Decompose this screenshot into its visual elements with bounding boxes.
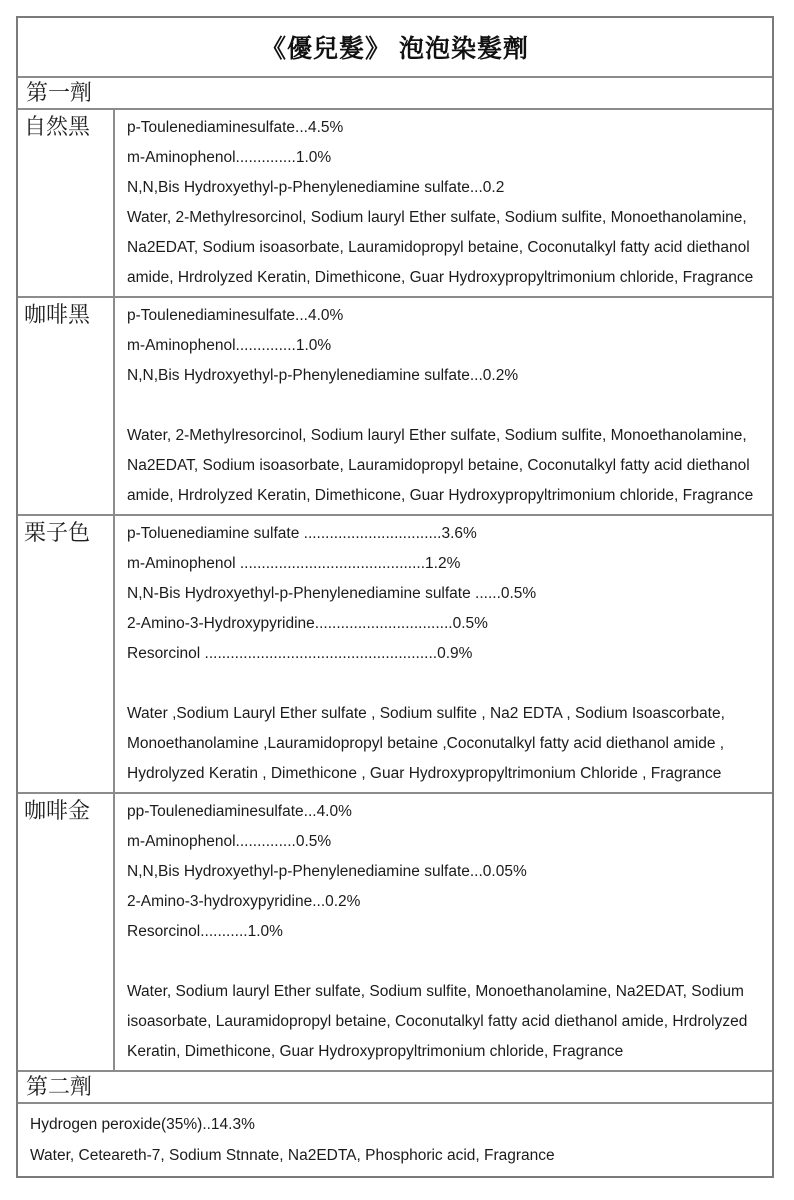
table-row-coffee-gold bbox=[18, 794, 772, 1072]
ingredient-cell bbox=[115, 298, 772, 514]
ingredient-line: m-Aminophenol ...........................................1.2% bbox=[127, 555, 461, 572]
ingredient-cell bbox=[115, 110, 772, 296]
base-ingredients: Water, 2-Methylresorcinol, Sodium lauryl Ether sulfate, Sodium sulfite, Monoethanolamine, Na2EDAT, Sodium isoasorbate, Lauramidopropyl betaine, Coconutalkyl fatty acid diethanol amide, Hrdrolyzed Keratin, Dimethicone, Guar Hydroxypropyltrimonium chloride, Fragrance bbox=[127, 209, 754, 286]
ingredient-line: N,N,Bis Hydroxyethyl-p-Phenylenediamine sulfate...0.2% bbox=[127, 367, 519, 384]
color-label: 自然黑 bbox=[18, 110, 115, 296]
spacer bbox=[127, 947, 760, 977]
table-row-chestnut bbox=[18, 516, 772, 794]
color-label: 咖啡黑 bbox=[18, 298, 115, 514]
ingredient-table bbox=[16, 16, 774, 1178]
base-ingredients: Water ,Sodium Lauryl Ether sulfate , Sodium sulfite , Na2 EDTA , Sodium Isoascorbate, Monoethanolamine ,Lauramidopropyl betaine ,Coconutalkyl fatty acid diethanol amide , Hydrolyzed Keratin , Dimethicone , Guar Hydroxypropyltrimonium Chloride , Fragrance bbox=[127, 705, 725, 782]
ingredient-cell bbox=[115, 516, 772, 792]
ingredient-line: Hydrogen peroxide(35%)..14.3% bbox=[30, 1116, 255, 1133]
agent2-content bbox=[18, 1104, 772, 1176]
section-heading-agent2: 第二劑 bbox=[18, 1072, 772, 1104]
table-row-coffee-black bbox=[18, 298, 772, 516]
ingredient-line: N,N,Bis Hydroxyethyl-p-Phenylenediamine sulfate...0.2 bbox=[127, 179, 505, 196]
ingredient-cell bbox=[115, 794, 772, 1070]
page-title: 《優兒髮》 泡泡染髮劑 bbox=[18, 18, 772, 78]
ingredient-line: 2-Amino-3-hydroxypyridine...0.2% bbox=[127, 893, 361, 910]
base-ingredients: Water, Sodium lauryl Ether sulfate, Sodium sulfite, Monoethanolamine, Na2EDAT, Sodium isoasorbate, Lauramidopropyl betaine, Coconutalkyl fatty acid diethanol amide, Hrdrolyzed Keratin, Dimethicone, Guar Hydroxypropyltrimonium chloride, Fragrance bbox=[127, 983, 748, 1060]
ingredient-line: p-Toluenediamine sulfate ................................3.6% bbox=[127, 525, 477, 542]
base-ingredients: Water, 2-Methylresorcinol, Sodium lauryl Ether sulfate, Sodium sulfite, Monoethanolamine, Na2EDAT, Sodium isoasorbate, Lauramidopropyl betaine, Coconutalkyl fatty acid diethanol amide, Hrdrolyzed Keratin, Dimethicone, Guar Hydroxypropyltrimonium chloride, Fragrance bbox=[127, 427, 754, 504]
spacer bbox=[127, 391, 760, 421]
ingredient-line: p-Toulenediaminesulfate...4.5% bbox=[127, 119, 344, 136]
color-label: 栗子色 bbox=[18, 516, 115, 792]
ingredient-line: m-Aminophenol..............1.0% bbox=[127, 149, 332, 166]
table-row-natural-black bbox=[18, 110, 772, 298]
ingredient-line: 2-Amino-3-Hydroxypyridine................................0.5% bbox=[127, 615, 488, 632]
spacer bbox=[127, 669, 760, 699]
color-label: 咖啡金 bbox=[18, 794, 115, 1070]
ingredient-line: pp-Toulenediaminesulfate...4.0% bbox=[127, 803, 352, 820]
ingredient-line: N,N,Bis Hydroxyethyl-p-Phenylenediamine sulfate...0.05% bbox=[127, 863, 527, 880]
ingredient-line: N,N-Bis Hydroxyethyl-p-Phenylenediamine sulfate ......0.5% bbox=[127, 585, 537, 602]
ingredient-line: m-Aminophenol..............0.5% bbox=[127, 833, 332, 850]
base-ingredients: Water, Ceteareth-7, Sodium Stnnate, Na2EDTA, Phosphoric acid, Fragrance bbox=[30, 1147, 555, 1164]
ingredient-line: Resorcinol ......................................................0.9% bbox=[127, 645, 473, 662]
section-heading-agent1: 第一劑 bbox=[18, 78, 772, 110]
ingredient-line: p-Toulenediaminesulfate...4.0% bbox=[127, 307, 344, 324]
ingredient-line: m-Aminophenol..............1.0% bbox=[127, 337, 332, 354]
ingredient-line: Resorcinol...........1.0% bbox=[127, 923, 283, 940]
